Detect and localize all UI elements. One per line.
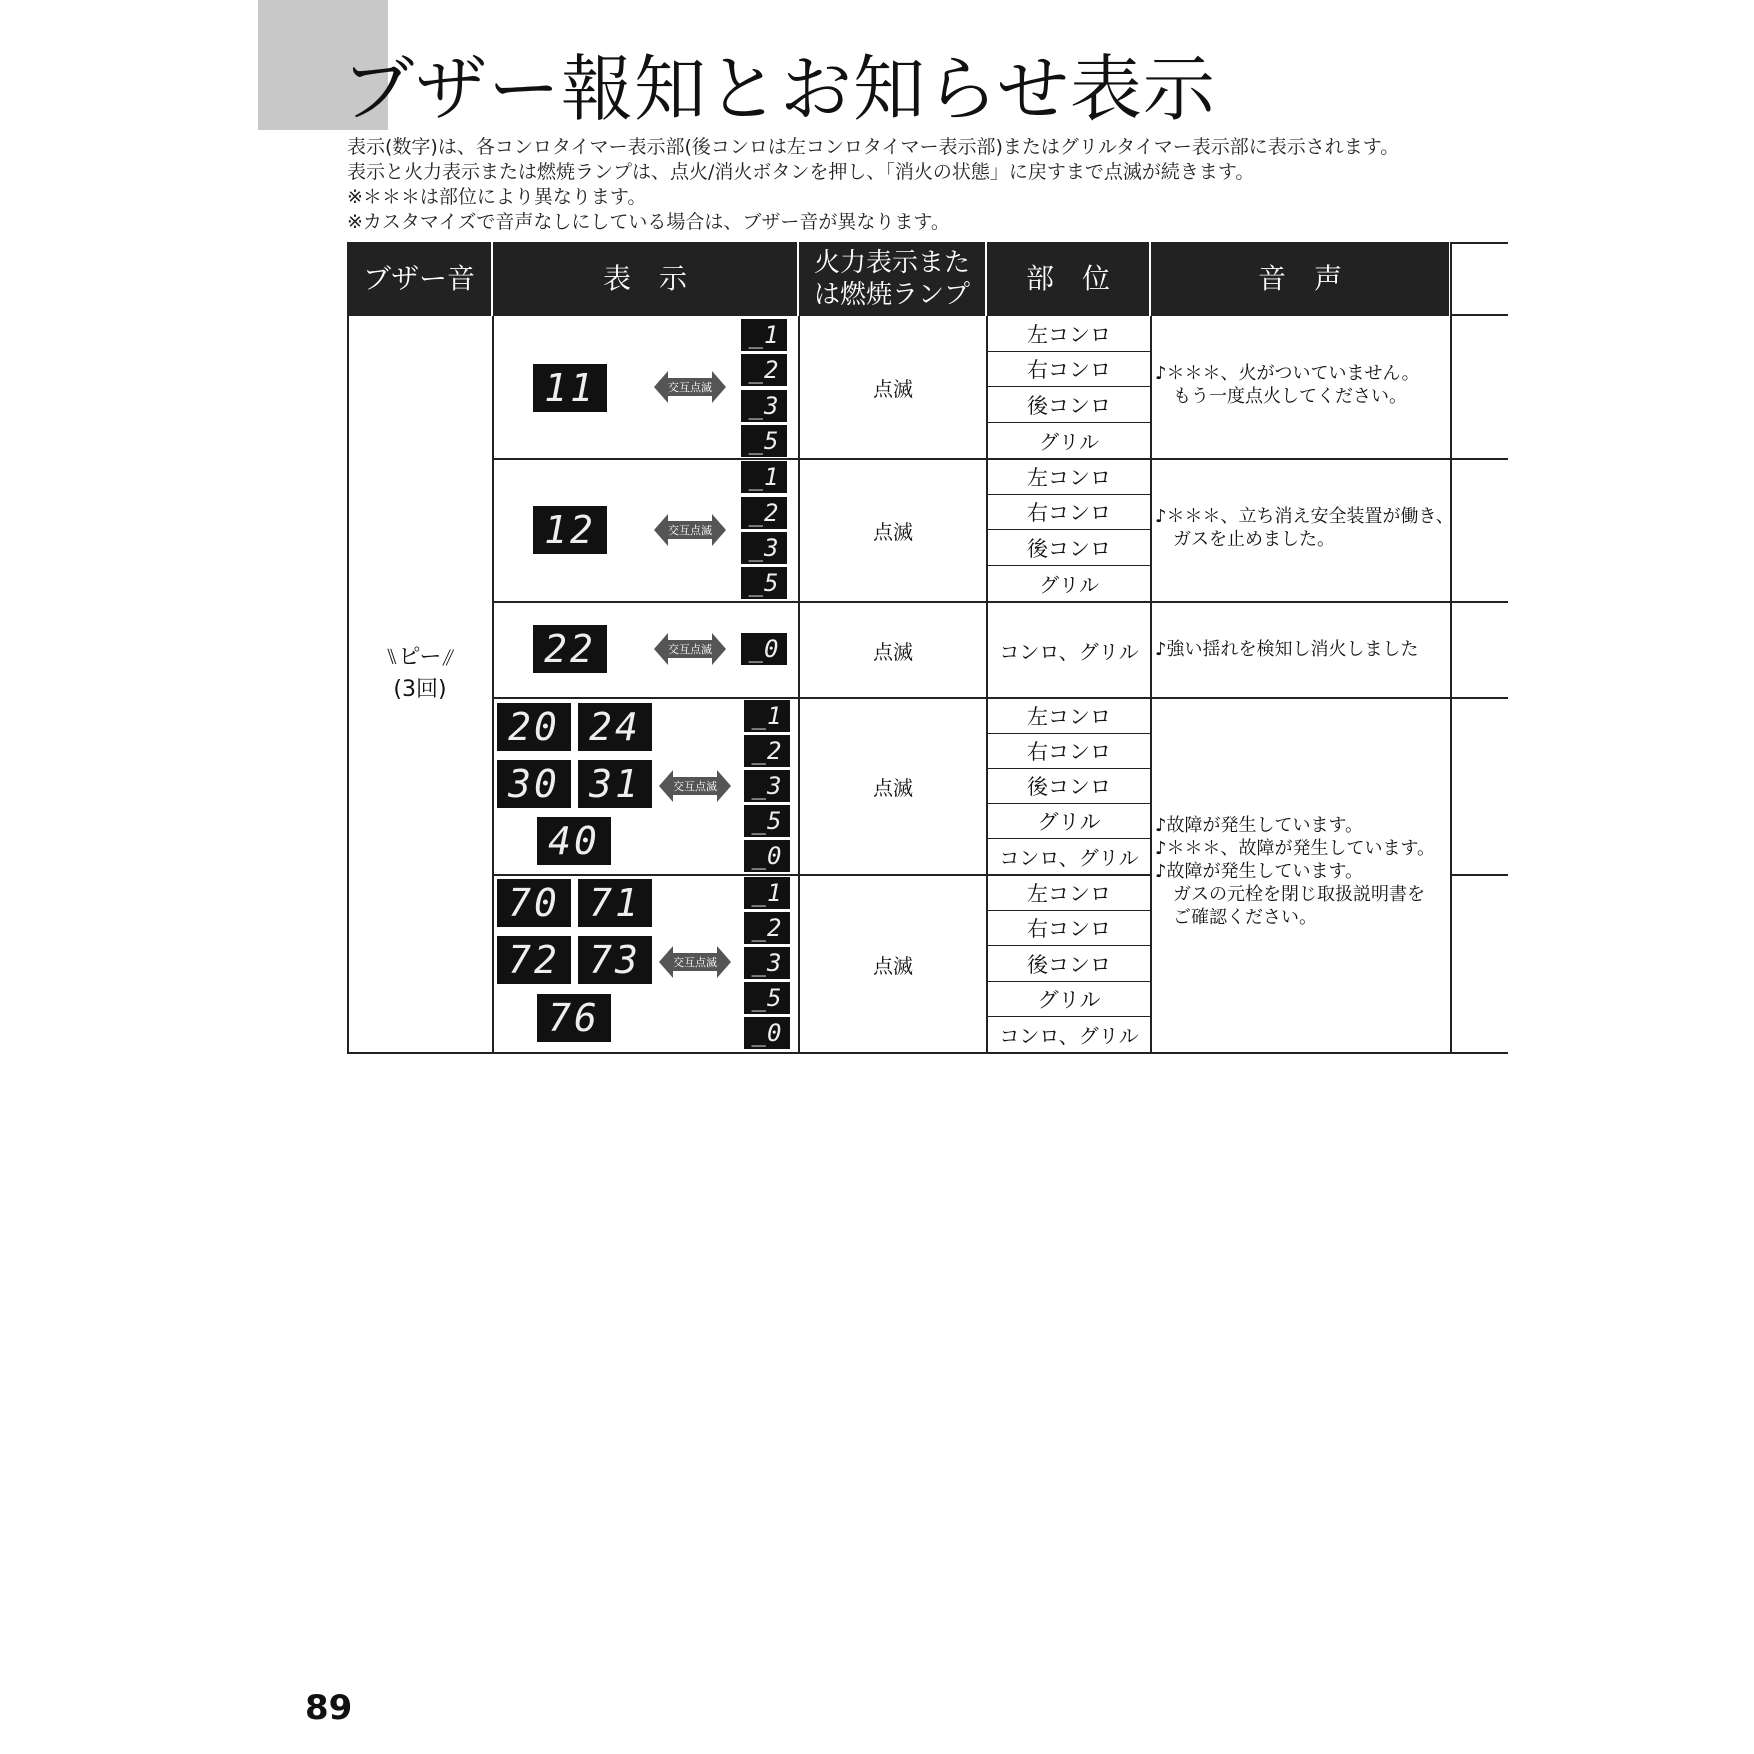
flame-status: 点滅 [873, 376, 913, 401]
alternate-arrow-icon [654, 369, 726, 405]
burner-display: _3 [744, 947, 790, 979]
flame-status: 点滅 [873, 639, 913, 664]
location-cell: 右コンロ [988, 495, 1150, 530]
code-display: 22 [533, 625, 607, 673]
voice-line: ♪故障が発生しています。 [1155, 861, 1364, 882]
burner-display: _3 [741, 532, 787, 564]
code-display: 71 [578, 879, 652, 927]
code-display: 12 [533, 506, 607, 554]
buzzer-table [347, 242, 1508, 1054]
location-cell: コンロ、グリル [999, 1024, 1139, 1048]
location-cell: 左コンロ [988, 876, 1150, 911]
column-divider [1150, 316, 1152, 1054]
location-cell: グリル [1039, 573, 1099, 597]
code-display: 30 [497, 760, 571, 808]
table-border [1450, 242, 1508, 244]
burner-display: _5 [744, 805, 790, 837]
burner-display: _0 [741, 633, 787, 665]
voice-message [1155, 362, 1420, 408]
burner-display: _2 [744, 912, 790, 944]
location-cell: 右コンロ [988, 734, 1150, 769]
alternate-arrow-icon [654, 631, 726, 667]
voice-line: ガスを止めました。 [1173, 529, 1335, 550]
voice-line: ♪＊＊＊、立ち消え安全装置が働き、 [1155, 506, 1454, 527]
code-display: 70 [497, 879, 571, 927]
voice-line: ガスの元栓を閉じ取扱説明書を [1173, 884, 1425, 905]
table-border [1450, 314, 1508, 316]
note-line: ※＊＊＊は部位により異なります。 [347, 186, 647, 208]
burner-display: _1 [741, 319, 787, 351]
voice-line: ♪強い揺れを検知し消火しました [1155, 639, 1419, 660]
location-cell: 左コンロ [988, 316, 1150, 352]
burner-display: _1 [744, 877, 790, 909]
burner-display: _5 [741, 567, 787, 599]
code-display: 11 [533, 364, 607, 412]
location-cell: 後コンロ [988, 946, 1150, 982]
alternate-label: 交互点滅 [668, 643, 712, 656]
location-cell: グリル [1039, 430, 1099, 454]
flame-status: 点滅 [873, 520, 913, 544]
location-cell: 左コンロ [988, 699, 1150, 734]
location-cell: コンロ、グリル [999, 846, 1139, 870]
note-line: 表示と火力表示または燃焼ランプは、点火/消火ボタンを押し、「消火の状態」に戻すまで点滅が続きます。 [347, 161, 1255, 183]
header-buzzer: ブザー音 [347, 242, 493, 316]
flame-status: 点滅 [873, 776, 913, 800]
location-cell: 右コンロ [988, 352, 1150, 387]
code-display: 73 [578, 936, 652, 984]
code-display: 76 [537, 994, 611, 1042]
buzzer-count: (3回) [393, 677, 447, 702]
location-cell: グリル [988, 982, 1150, 1017]
burner-display: _3 [744, 770, 790, 802]
burner-display: _2 [741, 497, 787, 529]
buzzer-cell [347, 642, 493, 706]
burner-display: _1 [744, 700, 790, 732]
flame-status: 点滅 [873, 953, 913, 978]
alternate-arrow-icon [659, 768, 731, 804]
burner-display: _1 [741, 461, 787, 493]
voice-message [1155, 505, 1454, 551]
header-flame: 火力表示または燃焼ランプ [799, 242, 987, 316]
page-number: 89 [305, 1688, 353, 1728]
alternate-label: 交互点滅 [673, 780, 717, 793]
alternate-label: 交互点滅 [673, 956, 717, 969]
alternate-arrow-icon [659, 944, 731, 980]
header-display: 表 示 [493, 242, 799, 316]
note-line: 表示(数字)は、各コンロタイマー表示部(後コンロは左コンロタイマー表示部)またはグリルタイマー表示部に表示されます。 [347, 136, 1400, 158]
location-cell: 左コンロ [988, 460, 1150, 495]
burner-display: _2 [741, 354, 787, 386]
location-cell: コンロ、グリル [999, 639, 1139, 664]
notes [347, 135, 1399, 235]
alternate-label: 交互点滅 [668, 381, 712, 394]
sound-lines-icon: ⫽ [441, 645, 455, 670]
voice-line: ♪＊＊＊、火がついていません。 [1155, 363, 1420, 384]
header-voice: 音 声 [1151, 242, 1451, 316]
location-cell: グリル [988, 804, 1150, 839]
column-divider [1450, 242, 1452, 1054]
burner-display: _0 [744, 840, 790, 872]
burner-display: _3 [741, 390, 787, 422]
code-display: 24 [578, 703, 652, 751]
location-cell: 後コンロ [988, 530, 1150, 566]
code-display: 40 [537, 817, 611, 865]
page-title: ブザー報知とお知らせ表示 [342, 47, 1216, 131]
location-cell: 後コンロ [988, 769, 1150, 804]
note-line: ※カスタマイズで音声なしにしている場合は、ブザー音が異なります。 [347, 211, 950, 233]
location-cell: 後コンロ [988, 387, 1150, 423]
voice-line: ご確認ください。 [1173, 907, 1317, 928]
voice-message [1155, 814, 1435, 929]
row-divider [1451, 874, 1508, 876]
voice-line: ♪＊＊＊、故障が発生しています。 [1155, 838, 1436, 859]
code-display: 20 [497, 703, 571, 751]
alternate-arrow-icon [654, 512, 726, 548]
code-display: 72 [497, 936, 571, 984]
sound-lines-icon: ⑊ [385, 645, 399, 670]
burner-display: _5 [741, 425, 787, 457]
header-location: 部 位 [987, 242, 1151, 316]
voice-message [1155, 638, 1419, 661]
voice-line: もう一度点火してください。 [1173, 386, 1407, 407]
location-cell: 右コンロ [988, 911, 1150, 946]
alternate-label: 交互点滅 [668, 524, 712, 537]
burner-display: _0 [744, 1017, 790, 1049]
burner-display: _2 [744, 735, 790, 767]
burner-display: _5 [744, 982, 790, 1014]
code-display: 31 [578, 760, 652, 808]
voice-line: ♪故障が発生しています。 [1155, 815, 1364, 836]
buzzer-sound: ピー [398, 645, 442, 670]
table-border [347, 1052, 1508, 1054]
